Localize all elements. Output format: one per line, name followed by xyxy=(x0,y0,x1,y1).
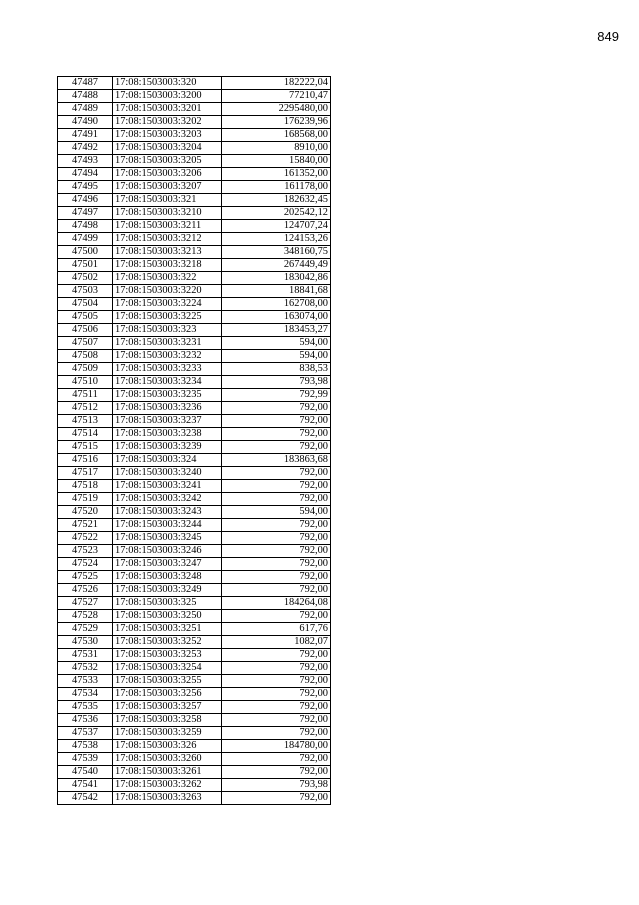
cadastral-number-cell: 17:08:1503003:3235 xyxy=(113,389,222,402)
table-row xyxy=(58,701,331,714)
value-cell: 18841,68 xyxy=(222,285,331,298)
cadastral-number-cell: 17:08:1503003:3237 xyxy=(113,415,222,428)
row-number-cell: 47489 xyxy=(58,103,113,116)
value-cell: 792,00 xyxy=(222,714,331,727)
cadastral-number-cell: 17:08:1503003:3252 xyxy=(113,636,222,649)
row-number-cell: 47533 xyxy=(58,675,113,688)
row-number-cell: 47536 xyxy=(58,714,113,727)
table-row xyxy=(58,519,331,532)
cadastral-value-table xyxy=(57,76,331,805)
row-number-cell: 47515 xyxy=(58,441,113,454)
cadastral-number-cell: 17:08:1503003:3206 xyxy=(113,168,222,181)
cadastral-number-cell: 17:08:1503003:3250 xyxy=(113,610,222,623)
table-row xyxy=(58,233,331,246)
table-row xyxy=(58,662,331,675)
table-row xyxy=(58,506,331,519)
table-row xyxy=(58,493,331,506)
value-cell: 176239,96 xyxy=(222,116,331,129)
row-number-cell: 47509 xyxy=(58,363,113,376)
value-cell: 792,00 xyxy=(222,766,331,779)
row-number-cell: 47507 xyxy=(58,337,113,350)
row-number-cell: 47521 xyxy=(58,519,113,532)
row-number-cell: 47495 xyxy=(58,181,113,194)
cadastral-number-cell: 17:08:1503003:3244 xyxy=(113,519,222,532)
cadastral-number-cell: 17:08:1503003:326 xyxy=(113,740,222,753)
row-number-cell: 47487 xyxy=(58,77,113,90)
table-row xyxy=(58,610,331,623)
row-number-cell: 47540 xyxy=(58,766,113,779)
value-cell: 792,99 xyxy=(222,389,331,402)
cadastral-number-cell: 17:08:1503003:3245 xyxy=(113,532,222,545)
row-number-cell: 47499 xyxy=(58,233,113,246)
cadastral-number-cell: 17:08:1503003:3261 xyxy=(113,766,222,779)
table-row xyxy=(58,467,331,480)
value-cell: 792,00 xyxy=(222,415,331,428)
value-cell: 792,00 xyxy=(222,532,331,545)
cadastral-number-cell: 17:08:1503003:3204 xyxy=(113,142,222,155)
table-row xyxy=(58,285,331,298)
value-cell: 792,00 xyxy=(222,480,331,493)
cadastral-number-cell: 17:08:1503003:3233 xyxy=(113,363,222,376)
value-cell: 792,00 xyxy=(222,519,331,532)
value-cell: 792,00 xyxy=(222,792,331,805)
value-cell: 183042,86 xyxy=(222,272,331,285)
table-row xyxy=(58,350,331,363)
value-cell: 184780,00 xyxy=(222,740,331,753)
row-number-cell: 47518 xyxy=(58,480,113,493)
value-cell: 348160,75 xyxy=(222,246,331,259)
row-number-cell: 47492 xyxy=(58,142,113,155)
cadastral-number-cell: 17:08:1503003:3262 xyxy=(113,779,222,792)
value-cell: 793,98 xyxy=(222,779,331,792)
row-number-cell: 47512 xyxy=(58,402,113,415)
cadastral-number-cell: 17:08:1503003:3224 xyxy=(113,298,222,311)
table-row xyxy=(58,779,331,792)
row-number-cell: 47506 xyxy=(58,324,113,337)
cadastral-number-cell: 17:08:1503003:321 xyxy=(113,194,222,207)
row-number-cell: 47513 xyxy=(58,415,113,428)
cadastral-number-cell: 17:08:1503003:3251 xyxy=(113,623,222,636)
value-cell: 162708,00 xyxy=(222,298,331,311)
table-row xyxy=(58,363,331,376)
table-row xyxy=(58,454,331,467)
cadastral-number-cell: 17:08:1503003:3256 xyxy=(113,688,222,701)
value-cell: 792,00 xyxy=(222,441,331,454)
value-cell: 2295480,00 xyxy=(222,103,331,116)
value-cell: 161352,00 xyxy=(222,168,331,181)
value-cell: 792,00 xyxy=(222,493,331,506)
table-row xyxy=(58,116,331,129)
cadastral-number-cell: 17:08:1503003:3211 xyxy=(113,220,222,233)
row-number-cell: 47502 xyxy=(58,272,113,285)
cadastral-number-cell: 17:08:1503003:3210 xyxy=(113,207,222,220)
row-number-cell: 47516 xyxy=(58,454,113,467)
cadastral-number-cell: 17:08:1503003:3258 xyxy=(113,714,222,727)
cadastral-number-cell: 17:08:1503003:3200 xyxy=(113,90,222,103)
value-cell: 792,00 xyxy=(222,649,331,662)
value-cell: 792,00 xyxy=(222,675,331,688)
table-row xyxy=(58,753,331,766)
cadastral-number-cell: 17:08:1503003:3239 xyxy=(113,441,222,454)
value-cell: 163074,00 xyxy=(222,311,331,324)
cadastral-number-cell: 17:08:1503003:3260 xyxy=(113,753,222,766)
row-number-cell: 47517 xyxy=(58,467,113,480)
value-cell: 792,00 xyxy=(222,558,331,571)
table-row xyxy=(58,376,331,389)
cadastral-number-cell: 17:08:1503003:3213 xyxy=(113,246,222,259)
table-row xyxy=(58,207,331,220)
cadastral-number-cell: 17:08:1503003:3255 xyxy=(113,675,222,688)
cadastral-number-cell: 17:08:1503003:3246 xyxy=(113,545,222,558)
cadastral-number-cell: 17:08:1503003:3236 xyxy=(113,402,222,415)
table-row xyxy=(58,636,331,649)
row-number-cell: 47527 xyxy=(58,597,113,610)
row-number-cell: 47522 xyxy=(58,532,113,545)
value-cell: 792,00 xyxy=(222,584,331,597)
row-number-cell: 47494 xyxy=(58,168,113,181)
table-row xyxy=(58,402,331,415)
value-cell: 792,00 xyxy=(222,727,331,740)
row-number-cell: 47505 xyxy=(58,311,113,324)
cadastral-number-cell: 17:08:1503003:3253 xyxy=(113,649,222,662)
value-cell: 183453,27 xyxy=(222,324,331,337)
row-number-cell: 47490 xyxy=(58,116,113,129)
table-row xyxy=(58,337,331,350)
value-cell: 184264,08 xyxy=(222,597,331,610)
table-row xyxy=(58,727,331,740)
table-row xyxy=(58,155,331,168)
table-row xyxy=(58,181,331,194)
row-number-cell: 47514 xyxy=(58,428,113,441)
row-number-cell: 47537 xyxy=(58,727,113,740)
value-cell: 202542,12 xyxy=(222,207,331,220)
value-cell: 838,53 xyxy=(222,363,331,376)
cadastral-number-cell: 17:08:1503003:3259 xyxy=(113,727,222,740)
cadastral-number-cell: 17:08:1503003:3247 xyxy=(113,558,222,571)
cadastral-number-cell: 17:08:1503003:3254 xyxy=(113,662,222,675)
cadastral-number-cell: 17:08:1503003:325 xyxy=(113,597,222,610)
table-row xyxy=(58,597,331,610)
page-number: 849 xyxy=(597,29,619,44)
row-number-cell: 47488 xyxy=(58,90,113,103)
table-row xyxy=(58,428,331,441)
row-number-cell: 47534 xyxy=(58,688,113,701)
row-number-cell: 47538 xyxy=(58,740,113,753)
row-number-cell: 47542 xyxy=(58,792,113,805)
table-row xyxy=(58,688,331,701)
value-cell: 792,00 xyxy=(222,402,331,415)
row-number-cell: 47530 xyxy=(58,636,113,649)
cadastral-number-cell: 17:08:1503003:3207 xyxy=(113,181,222,194)
table-row xyxy=(58,103,331,116)
table-row xyxy=(58,584,331,597)
cadastral-number-cell: 17:08:1503003:3205 xyxy=(113,155,222,168)
table-row xyxy=(58,766,331,779)
table-row xyxy=(58,90,331,103)
row-number-cell: 47520 xyxy=(58,506,113,519)
table-row xyxy=(58,142,331,155)
table-row xyxy=(58,389,331,402)
row-number-cell: 47532 xyxy=(58,662,113,675)
value-cell: 1082,07 xyxy=(222,636,331,649)
row-number-cell: 47496 xyxy=(58,194,113,207)
cadastral-number-cell: 17:08:1503003:3241 xyxy=(113,480,222,493)
table-row xyxy=(58,77,331,90)
value-cell: 124153,26 xyxy=(222,233,331,246)
value-cell: 792,00 xyxy=(222,467,331,480)
row-number-cell: 47501 xyxy=(58,259,113,272)
value-cell: 77210,47 xyxy=(222,90,331,103)
row-number-cell: 47529 xyxy=(58,623,113,636)
row-number-cell: 47493 xyxy=(58,155,113,168)
table-row xyxy=(58,675,331,688)
value-cell: 594,00 xyxy=(222,337,331,350)
row-number-cell: 47498 xyxy=(58,220,113,233)
table-row xyxy=(58,298,331,311)
table-row xyxy=(58,480,331,493)
cadastral-number-cell: 17:08:1503003:3201 xyxy=(113,103,222,116)
cadastral-number-cell: 17:08:1503003:3248 xyxy=(113,571,222,584)
value-cell: 183863,68 xyxy=(222,454,331,467)
value-cell: 161178,00 xyxy=(222,181,331,194)
cadastral-number-cell: 17:08:1503003:3242 xyxy=(113,493,222,506)
table-row xyxy=(58,129,331,142)
value-cell: 792,00 xyxy=(222,545,331,558)
table-row xyxy=(58,441,331,454)
value-cell: 792,00 xyxy=(222,688,331,701)
cadastral-number-cell: 17:08:1503003:3232 xyxy=(113,350,222,363)
row-number-cell: 47497 xyxy=(58,207,113,220)
cadastral-number-cell: 17:08:1503003:3234 xyxy=(113,376,222,389)
cadastral-number-cell: 17:08:1503003:3220 xyxy=(113,285,222,298)
row-number-cell: 47504 xyxy=(58,298,113,311)
row-number-cell: 47526 xyxy=(58,584,113,597)
table-body xyxy=(58,77,331,805)
table-row xyxy=(58,324,331,337)
row-number-cell: 47510 xyxy=(58,376,113,389)
value-cell: 8910,00 xyxy=(222,142,331,155)
value-cell: 168568,00 xyxy=(222,129,331,142)
cadastral-number-cell: 17:08:1503003:3249 xyxy=(113,584,222,597)
cadastral-number-cell: 17:08:1503003:323 xyxy=(113,324,222,337)
cadastral-number-cell: 17:08:1503003:322 xyxy=(113,272,222,285)
cadastral-number-cell: 17:08:1503003:3263 xyxy=(113,792,222,805)
table-row xyxy=(58,168,331,181)
cadastral-number-cell: 17:08:1503003:3257 xyxy=(113,701,222,714)
value-cell: 792,00 xyxy=(222,701,331,714)
table-row xyxy=(58,272,331,285)
cadastral-number-cell: 17:08:1503003:3212 xyxy=(113,233,222,246)
table-row xyxy=(58,792,331,805)
table-row xyxy=(58,714,331,727)
cadastral-number-cell: 17:08:1503003:3243 xyxy=(113,506,222,519)
table-row xyxy=(58,532,331,545)
row-number-cell: 47525 xyxy=(58,571,113,584)
value-cell: 594,00 xyxy=(222,350,331,363)
table-row xyxy=(58,415,331,428)
row-number-cell: 47508 xyxy=(58,350,113,363)
value-cell: 267449,49 xyxy=(222,259,331,272)
row-number-cell: 47523 xyxy=(58,545,113,558)
cadastral-number-cell: 17:08:1503003:3218 xyxy=(113,259,222,272)
value-cell: 15840,00 xyxy=(222,155,331,168)
table-row xyxy=(58,259,331,272)
row-number-cell: 47528 xyxy=(58,610,113,623)
row-number-cell: 47541 xyxy=(58,779,113,792)
value-cell: 793,98 xyxy=(222,376,331,389)
row-number-cell: 47491 xyxy=(58,129,113,142)
table-row xyxy=(58,649,331,662)
value-cell: 124707,24 xyxy=(222,220,331,233)
table-row xyxy=(58,311,331,324)
value-cell: 792,00 xyxy=(222,753,331,766)
table-row xyxy=(58,571,331,584)
value-cell: 182632,45 xyxy=(222,194,331,207)
value-cell: 792,00 xyxy=(222,610,331,623)
row-number-cell: 47511 xyxy=(58,389,113,402)
row-number-cell: 47524 xyxy=(58,558,113,571)
cadastral-number-cell: 17:08:1503003:3225 xyxy=(113,311,222,324)
table-row xyxy=(58,220,331,233)
table-row xyxy=(58,623,331,636)
cadastral-number-cell: 17:08:1503003:3202 xyxy=(113,116,222,129)
cadastral-number-cell: 17:08:1503003:3238 xyxy=(113,428,222,441)
table-row xyxy=(58,246,331,259)
value-cell: 617,76 xyxy=(222,623,331,636)
cadastral-number-cell: 17:08:1503003:320 xyxy=(113,77,222,90)
cadastral-number-cell: 17:08:1503003:3231 xyxy=(113,337,222,350)
value-cell: 594,00 xyxy=(222,506,331,519)
table-row xyxy=(58,558,331,571)
cadastral-number-cell: 17:08:1503003:324 xyxy=(113,454,222,467)
value-cell: 182222,04 xyxy=(222,77,331,90)
row-number-cell: 47539 xyxy=(58,753,113,766)
row-number-cell: 47503 xyxy=(58,285,113,298)
table-row xyxy=(58,545,331,558)
value-cell: 792,00 xyxy=(222,428,331,441)
row-number-cell: 47519 xyxy=(58,493,113,506)
table-row xyxy=(58,194,331,207)
table-row xyxy=(58,740,331,753)
row-number-cell: 47535 xyxy=(58,701,113,714)
value-cell: 792,00 xyxy=(222,662,331,675)
value-cell: 792,00 xyxy=(222,571,331,584)
row-number-cell: 47500 xyxy=(58,246,113,259)
row-number-cell: 47531 xyxy=(58,649,113,662)
cadastral-number-cell: 17:08:1503003:3203 xyxy=(113,129,222,142)
cadastral-number-cell: 17:08:1503003:3240 xyxy=(113,467,222,480)
